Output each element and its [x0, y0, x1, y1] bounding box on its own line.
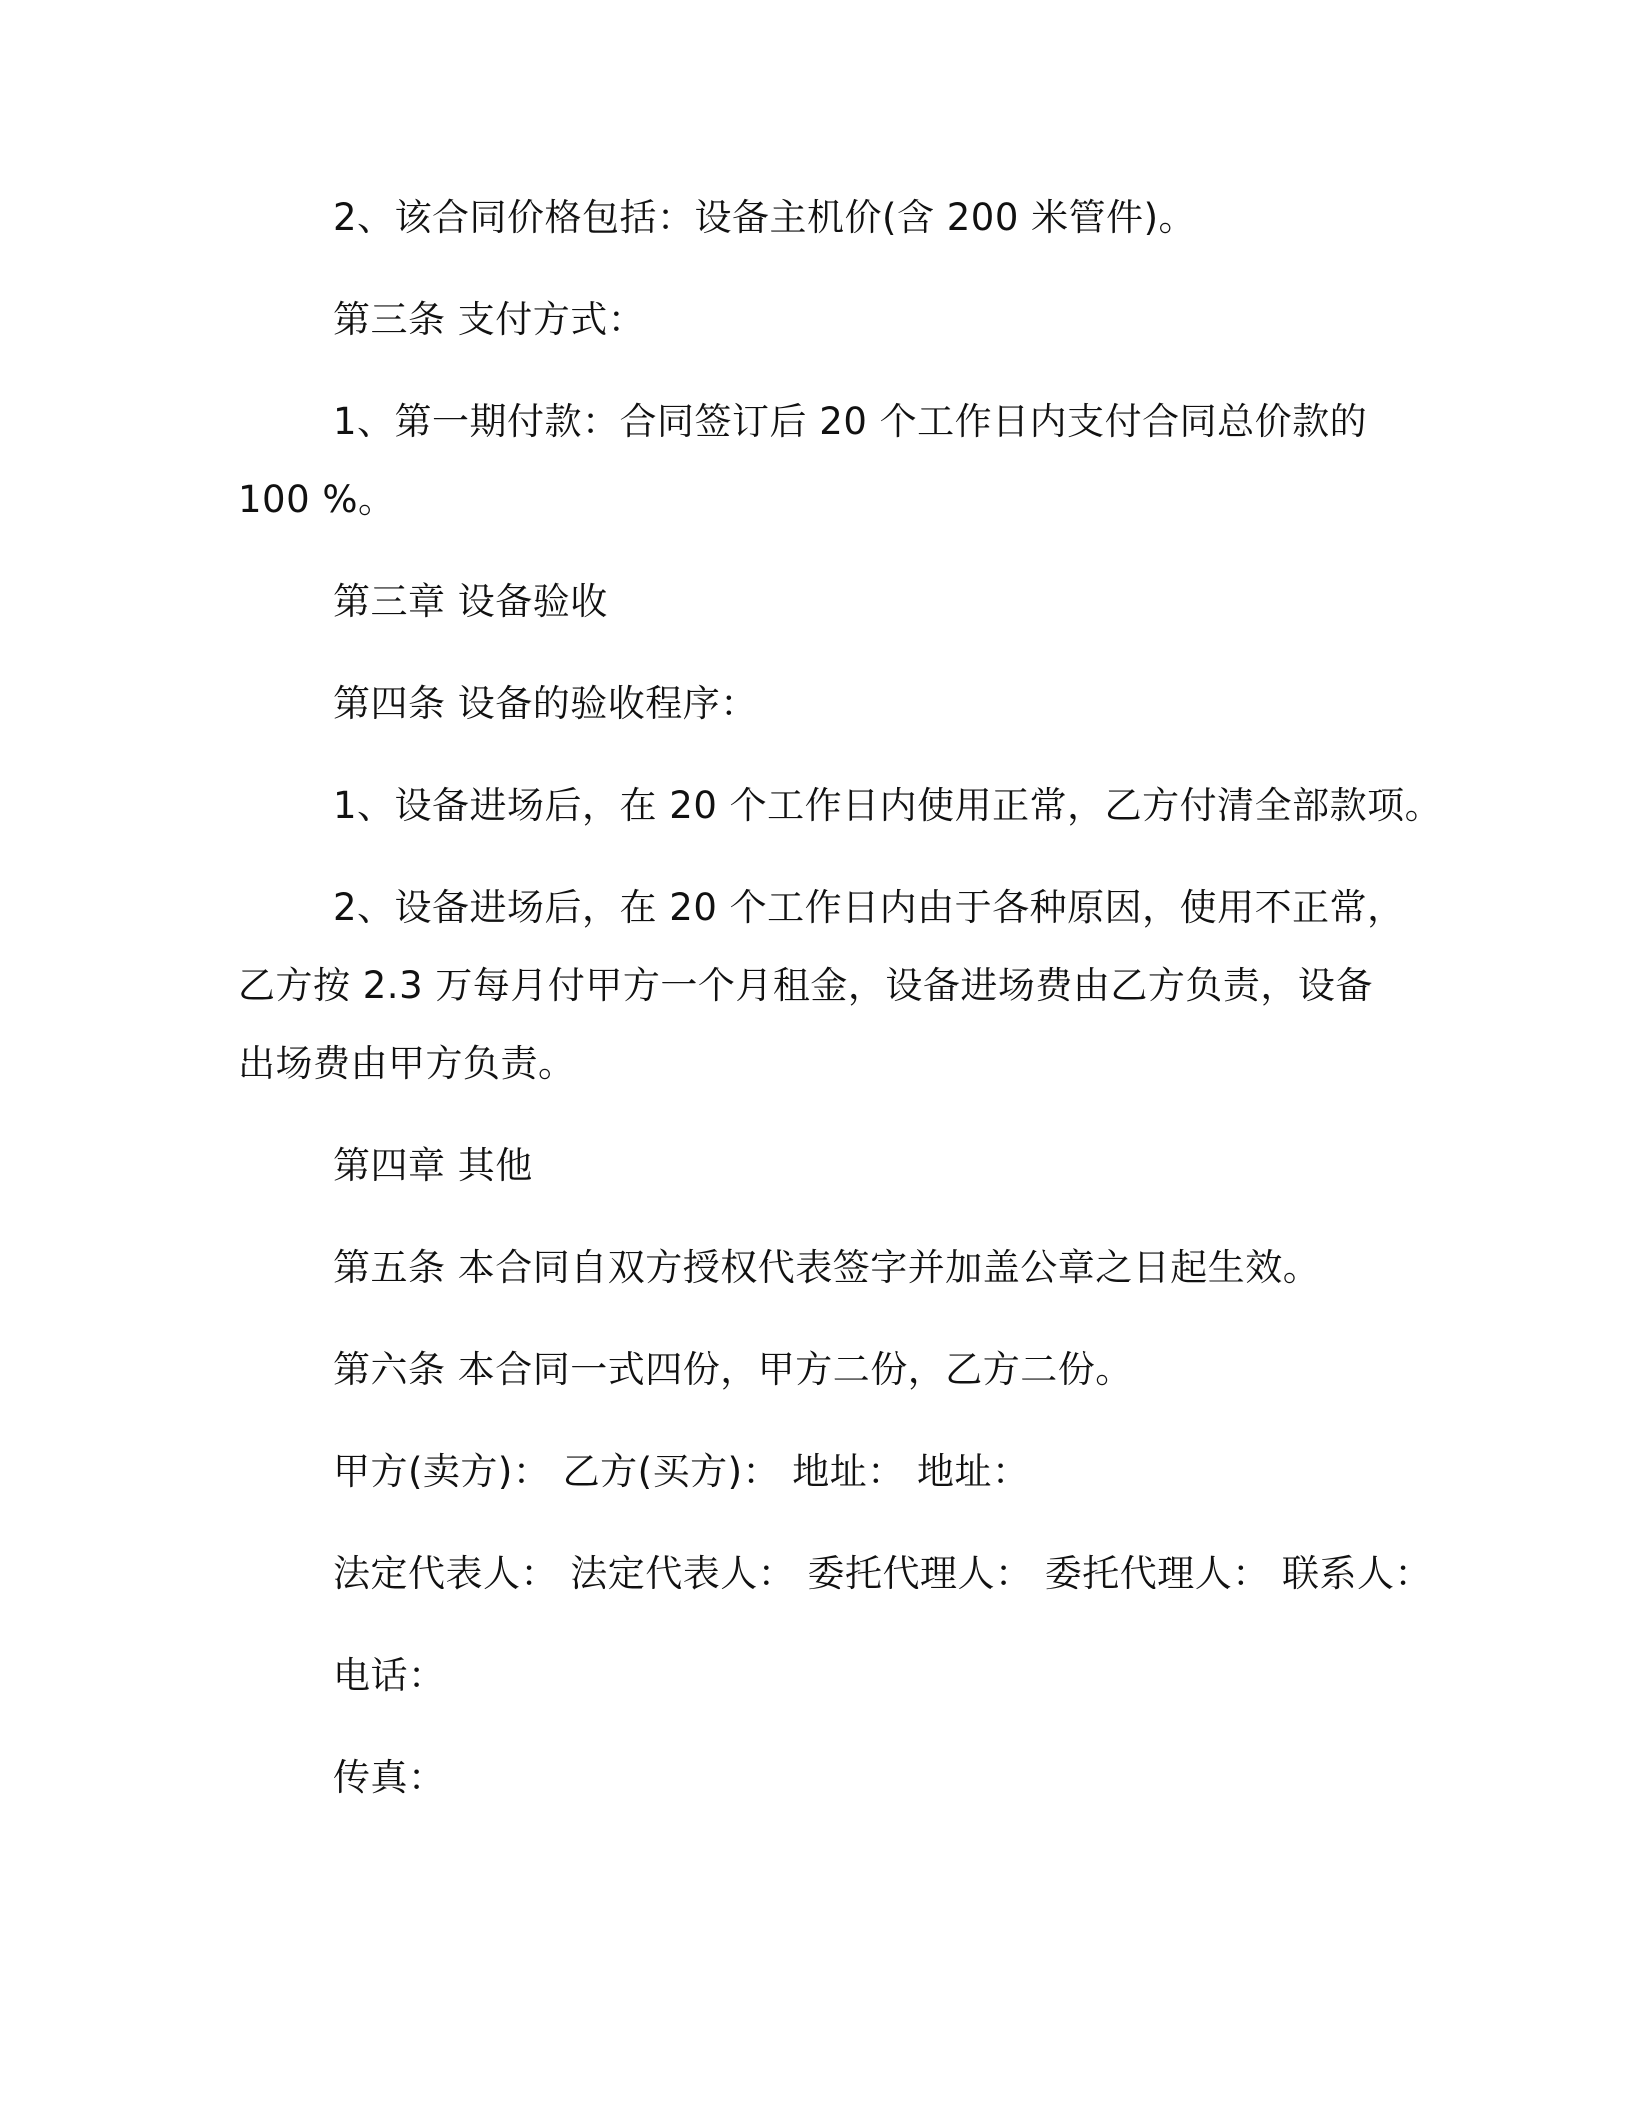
chapter-4-heading: 第四章 其他: [333, 1144, 533, 1187]
acceptance-clause-2-line-3: 出场费由甲方负责。: [238, 1042, 576, 1085]
clause-price-includes: 2、该合同价格包括：设备主机价(含 200 米管件)。: [333, 196, 1197, 239]
phone-label: 电话：: [333, 1654, 446, 1697]
payment-clause-line-1: 1、第一期付款：合同签订后 20 个工作日内支付合同总价款的: [333, 400, 1368, 443]
representative-labels: 法定代表人： 法定代表人： 委托代理人： 委托代理人： 联系人：: [333, 1552, 1433, 1595]
acceptance-clause-1: 1、设备进场后，在 20 个工作日内使用正常，乙方付清全部款项。: [333, 784, 1443, 827]
acceptance-clause-2-line-2: 乙方按 2.3 万每月付甲方一个月租金，设备进场费由乙方负责，设备: [238, 964, 1373, 1007]
acceptance-clause-2-line-1: 2、设备进场后，在 20 个工作日内由于各种原因，使用不正常，: [333, 886, 1405, 929]
payment-clause-line-2: 100 %。: [238, 478, 396, 521]
article-4-heading: 第四条 设备的验收程序：: [333, 682, 758, 725]
chapter-3-heading: 第三章 设备验收: [333, 580, 608, 623]
fax-label: 传真：: [333, 1756, 446, 1799]
article-3-heading: 第三条 支付方式：: [333, 298, 646, 341]
party-address-labels: 甲方(卖方)： 乙方(买方)： 地址： 地址：: [333, 1450, 1030, 1493]
article-6: 第六条 本合同一式四份，甲方二份，乙方二份。: [333, 1348, 1133, 1391]
article-5: 第五条 本合同自双方授权代表签字并加盖公章之日起生效。: [333, 1246, 1321, 1289]
